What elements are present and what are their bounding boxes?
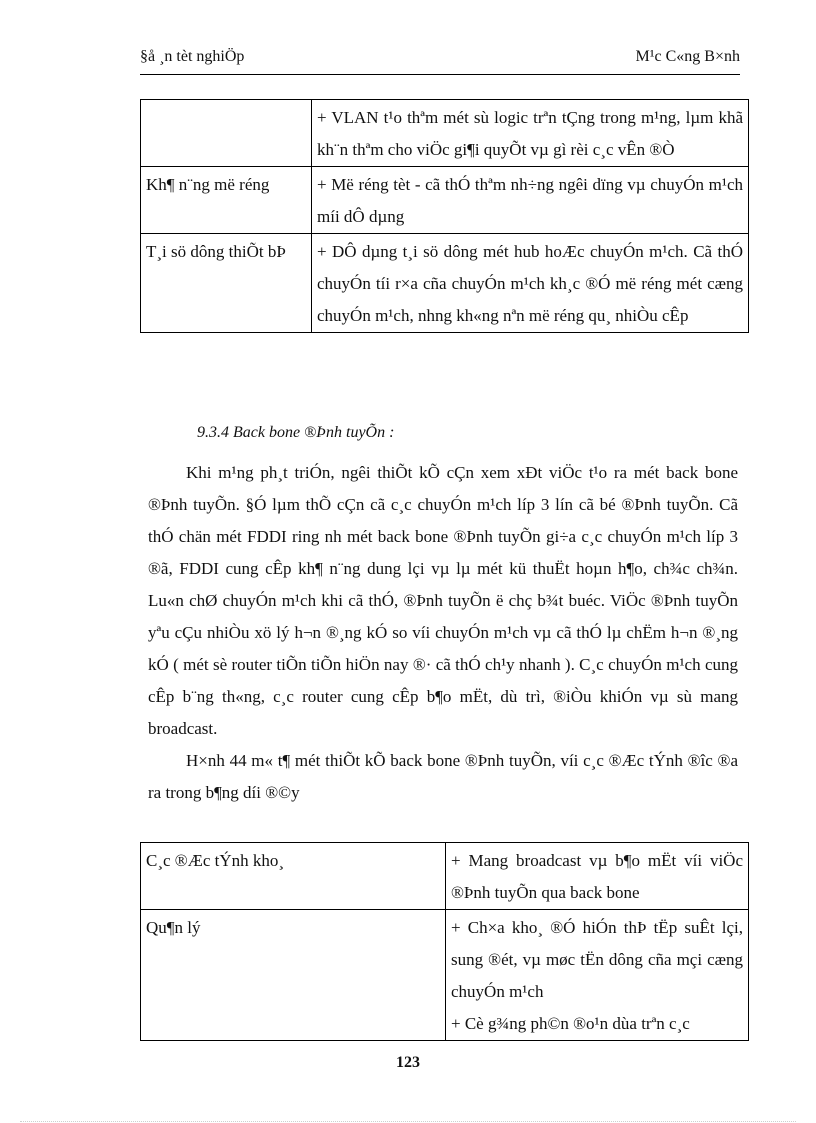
paragraph: H×nh 44 m« t¶ mét thiÕt kÕ back bone ®Þnh tuyÕn, víi c¸c ®Æc tÝnh ®îc ®a ra trong b¶ng díi ®©y bbox=[148, 751, 738, 802]
table-row bbox=[141, 234, 749, 333]
page-header bbox=[140, 48, 740, 66]
table-row bbox=[141, 100, 749, 167]
header-left-title: §å ¸n tèt nghiÖp bbox=[140, 48, 245, 65]
comparison-table-1 bbox=[140, 99, 749, 333]
header-right-author: M¹c C«ng B×nh bbox=[635, 48, 740, 65]
table-cell-content: + Më réng tèt - cã thÓ thªm nh÷ng ngêi dïng vµ chuyÓn m¹ch míi dÔ dµng bbox=[312, 167, 749, 234]
paragraph: Khi m¹ng ph¸t triÓn, ngêi thiÕt kÕ cÇn xem xÐt viÖc t¹o ra mét back bone ®Þnh tuyÕn. §Ó lµm thÕ cÇn cã c¸c chuyÓn m¹ch líp 3 lín cã bé ®Þnh tuyÕn. Cã thÓ chän mét FDDI ring nh mét back bone ®Þnh tuyÕn gi÷a c¸c chuyÓn m¹ch líp 3 ®ã, FDDI cung cÊp kh¶ n¨ng dung lçi vµ lµ mét kü thuËt hoµn h¶o, ch¾c ch¾n. Lu«n chØ chuyÓn m¹ch khi cã thÓ, ®Þnh tuyÕn ë chç b¾t buéc. ViÖc ®Þnh tuyÕn yªu cÇu nhiÒu xö lý h¬n ®¸ng kÓ so víi chuyÓn m¹ch vµ cã thÓ lµ chËm h¬n ®¸ng kÓ ( mét sè router tiÕn tiÕn hiÖn nay ®· cã thÓ ch¹y nhanh ). C¸c chuyÓn m¹ch cung cÊp b¨ng th«ng, c¸c router cung cÊp b¶o mËt, dù trì, ®iÒu khiÓn vµ sù mang broadcast. bbox=[148, 463, 738, 738]
table-cell-content: + VLAN t¹o thªm mét sù logic trªn tÇng trong m¹ng, lµm khã kh¨n thªm cho viÖc gi¶i quyÕt vµ gì rèi c¸c vÊn ®Ò bbox=[312, 100, 749, 167]
cell-line: + Ch×a kho¸ ®Ó hiÓn thÞ tËp suÊt lçi, sung ®ét, vµ møc tËn dông cña mçi cæng chuyÓn m¹ch bbox=[451, 918, 743, 1001]
table-cell-label: C¸c ®Æc tÝnh kho¸ bbox=[141, 843, 446, 910]
table-cell-content bbox=[446, 910, 749, 1041]
table-cell-label: Kh¶ n¨ng më réng bbox=[141, 167, 312, 234]
table-row bbox=[141, 167, 749, 234]
page-bottom-rule bbox=[20, 1121, 796, 1122]
page-number: 123 bbox=[396, 1054, 420, 1071]
table-cell-content: + DÔ dµng t¸i sö dông mét hub hoÆc chuyÓn m¹ch. Cã thÓ chuyÓn tíi r×a cña chuyÓn m¹ch kh¸c ®Ó më réng mét cæng chuyÓn m¹ch, nhng kh«ng nªn më réng qu¸ nhiÒu cÊp bbox=[312, 234, 749, 333]
table-cell-label bbox=[141, 100, 312, 167]
table-row bbox=[141, 843, 749, 910]
table-cell-label: T¸i sö dông thiÕt bÞ bbox=[141, 234, 312, 333]
table-cell-label: Qu¶n lý bbox=[141, 910, 446, 1041]
cell-line: + Mang broadcast vµ b¶o mËt víi viÖc ®Þnh tuyÕn qua back bone bbox=[451, 851, 743, 902]
section-heading: 9.3.4 Back bone ®Þnh tuyÕn : bbox=[197, 424, 395, 441]
table-row bbox=[141, 910, 749, 1041]
body-text bbox=[148, 457, 738, 809]
header-rule bbox=[140, 74, 740, 75]
properties-table bbox=[140, 842, 749, 1041]
table-cell-content bbox=[446, 843, 749, 910]
cell-line: + Cè g¾ng ph©n ®o¹n dùa trªn c¸c bbox=[451, 1014, 690, 1033]
